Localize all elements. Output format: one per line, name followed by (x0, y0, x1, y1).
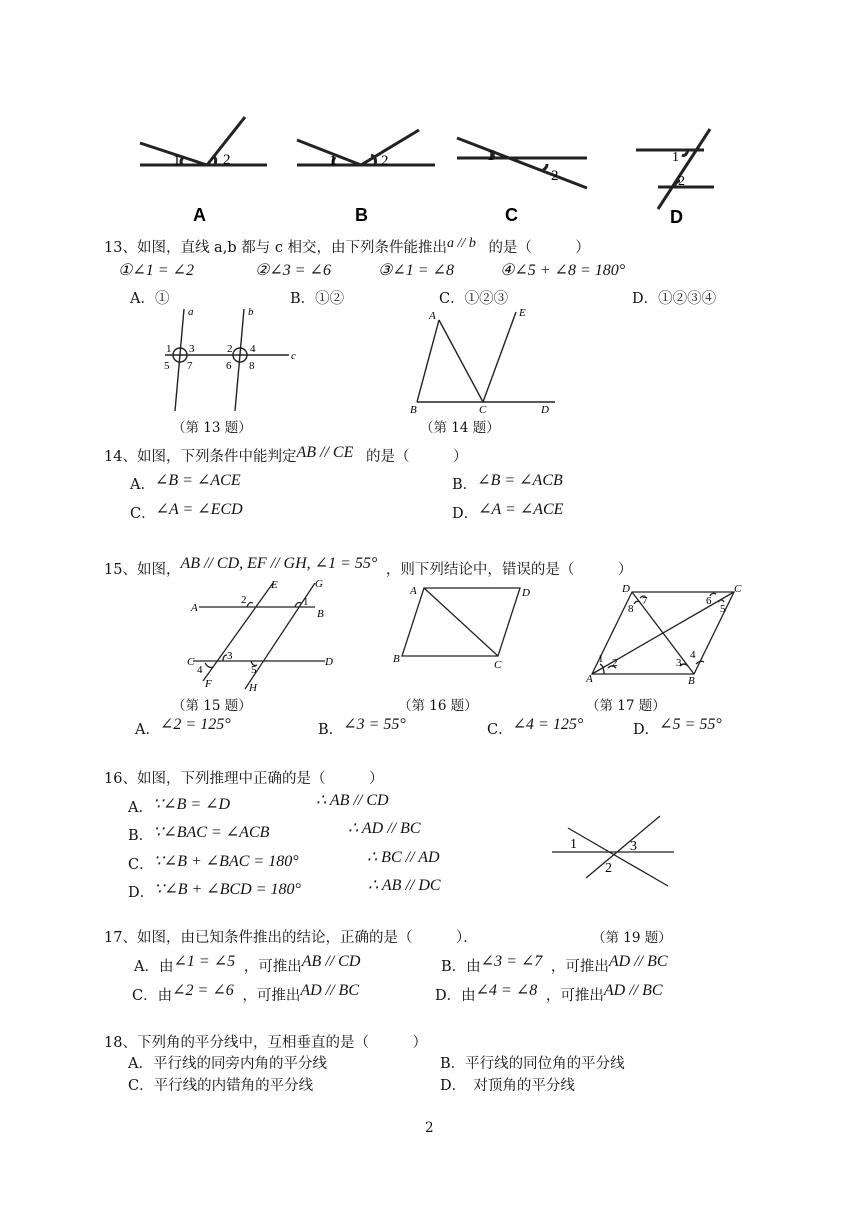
q13-option-c[interactable]: C．①②③ (439, 291, 509, 307)
svg-text:3: 3 (630, 839, 637, 854)
q15-option-a[interactable]: A．∠2 = 125° (135, 716, 231, 738)
svg-text:G: G (315, 578, 323, 590)
svg-text:E: E (271, 579, 278, 591)
q12-figure-b (295, 125, 435, 225)
q13-figure-caption: （第 13 题） (172, 420, 252, 436)
q16-stem: 16、如图，下列推理中正确的是（ ） (104, 771, 384, 787)
svg-text:C: C (187, 656, 195, 668)
q13-option-d[interactable]: D．①②③④ (632, 291, 717, 307)
svg-text:7: 7 (642, 595, 648, 607)
q18-option-b[interactable]: B．平行线的同位角的平分线 (440, 1056, 625, 1072)
q16-option-b-conclusion: ∴ AD // BC (348, 820, 421, 837)
q13-condition-2: ②∠3 = ∠6 (255, 262, 331, 279)
option-a-label: A (193, 205, 206, 225)
svg-text:1: 1 (303, 596, 309, 608)
svg-text:1: 1 (598, 653, 604, 665)
q16-option-b[interactable]: B．∵∠BAC = ∠ACB (128, 824, 270, 844)
q14-option-c[interactable]: C．∠A = ∠ECD (130, 501, 243, 522)
svg-text:5: 5 (720, 603, 726, 615)
q15-option-d[interactable]: D．∠5 = 55° (633, 716, 722, 738)
q14-option-b[interactable]: B．∠B = ∠ACB (452, 472, 563, 493)
svg-text:B: B (410, 404, 417, 416)
q15-option-c[interactable]: C．∠4 = 125° (487, 716, 584, 738)
q16-option-a-conclusion: ∴ AB // CD (316, 792, 389, 809)
q17-option-d[interactable]: D．由∠4 = ∠8 ，可推出AD // BC (435, 982, 663, 1004)
option-b-label: B (355, 205, 368, 225)
q17-option-a[interactable]: A．由∠1 = ∠5 ，可推出AB // CD (134, 953, 361, 975)
svg-text:2: 2 (605, 861, 612, 876)
svg-text:A: A (429, 310, 436, 322)
svg-text:2: 2 (612, 657, 618, 669)
svg-text:C: C (479, 404, 487, 416)
svg-text:A: A (586, 673, 593, 685)
angle-1-label: 1 (672, 150, 679, 165)
angle-2-label: 2 (223, 152, 231, 168)
angle-2-label: 2 (551, 168, 559, 184)
q16-option-c-conclusion: ∴ BC // AD (367, 849, 440, 866)
svg-text:3: 3 (189, 343, 195, 355)
q18-stem: 18、下列角的平分线中，互相垂直的是（ ） (104, 1035, 427, 1051)
option-c-label: C (505, 205, 518, 225)
q15-figure (185, 577, 345, 695)
svg-text:F: F (205, 678, 212, 690)
q16-option-c[interactable]: C．∵∠B + ∠BAC = 180° (128, 853, 299, 873)
q19-figure-caption: （第 19 题） (592, 930, 672, 946)
q17-figure (584, 580, 744, 688)
q13-stem: 13、如图，直线 a,b 都与 c 相交，由下列条件能推出a // b 的是（ ） (104, 236, 590, 256)
q16-figure-caption: （第 16 题） (398, 698, 478, 714)
q16-option-a[interactable]: A．∵∠B = ∠D (128, 796, 231, 816)
angle-1-label: 1 (173, 153, 181, 169)
q12-figure-c (455, 130, 595, 225)
q16-option-d[interactable]: D．∵∠B + ∠BCD = 180° (128, 881, 301, 901)
q12-figure-a (135, 115, 275, 225)
q18-option-c[interactable]: C．平行线的内错角的平分线 (128, 1078, 314, 1094)
svg-text:3: 3 (676, 657, 682, 669)
q14-figure-caption: （第 14 题） (420, 420, 500, 436)
svg-text:B: B (393, 653, 400, 665)
q15-figure-caption: （第 15 题） (172, 698, 252, 714)
svg-text:2: 2 (227, 343, 233, 355)
q17-stem: 17、如图，由已知条件推出的结论，正确的是（ ）． (104, 930, 478, 946)
q14-stem: 14、如图，下列条件中能判定AB // CE 的是（ ） (104, 444, 468, 465)
svg-text:B: B (317, 608, 324, 620)
svg-text:8: 8 (249, 360, 255, 372)
svg-text:D: D (541, 404, 549, 416)
angle-1-label: 1 (487, 148, 495, 164)
angle-2-label: 2 (678, 174, 685, 189)
q17-option-c[interactable]: C．由∠2 = ∠6 ，可推出AD // BC (132, 982, 359, 1004)
q18-option-d[interactable]: D． 对顶角的平分线 (440, 1078, 575, 1094)
option-d-label: D (670, 207, 683, 227)
q17-figure-caption: （第 17 题） (586, 698, 666, 714)
svg-text:H: H (249, 682, 257, 694)
svg-text:B: B (688, 675, 695, 687)
svg-text:A: A (410, 585, 417, 597)
q14-figure (405, 306, 565, 416)
svg-text:2: 2 (241, 594, 247, 606)
svg-text:C: C (494, 659, 502, 671)
svg-text:b: b (248, 306, 254, 318)
q12-figure-d (630, 125, 730, 225)
svg-text:6: 6 (706, 595, 712, 607)
svg-text:8: 8 (628, 603, 634, 615)
q13-condition-1: ①∠1 = ∠2 (118, 262, 194, 279)
page-number: 2 (425, 1120, 434, 1136)
q14-option-a[interactable]: A．∠B = ∠ACE (130, 472, 241, 493)
q15-option-b[interactable]: B．∠3 = 55° (318, 716, 406, 738)
svg-text:6: 6 (226, 360, 232, 372)
svg-text:A: A (191, 602, 198, 614)
angle-1-label: 1 (329, 153, 337, 169)
q16-option-d-conclusion: ∴ AB // DC (368, 877, 441, 894)
svg-text:4: 4 (250, 343, 256, 355)
svg-text:3: 3 (227, 650, 233, 662)
svg-text:D: D (622, 583, 630, 595)
q13-condition-3: ③∠1 = ∠8 (378, 262, 454, 279)
svg-text:D: D (325, 656, 333, 668)
svg-text:5: 5 (164, 360, 170, 372)
svg-text:5: 5 (251, 664, 257, 676)
svg-text:E: E (519, 307, 526, 319)
angle-2-label: 2 (381, 153, 389, 169)
svg-text:1: 1 (570, 837, 577, 852)
svg-text:7: 7 (187, 360, 193, 372)
svg-text:C: C (734, 583, 742, 595)
svg-text:4: 4 (197, 664, 203, 676)
q15-stem: 15、如图，AB // CD, EF // GH, ∠1 = 55° ，则下列结论中，错误的是（ ） (104, 555, 633, 578)
q14-option-d[interactable]: D．∠A = ∠ACE (452, 501, 564, 522)
svg-text:1: 1 (166, 343, 172, 355)
q16-figure (390, 582, 540, 672)
svg-text:4: 4 (690, 649, 696, 661)
svg-text:c: c (291, 350, 296, 362)
q19-figure (550, 810, 680, 890)
q17-option-b[interactable]: B．由∠3 = ∠7 ，可推出AD // BC (441, 953, 668, 975)
svg-text:a: a (188, 306, 194, 318)
q13-option-a[interactable]: A．① (130, 291, 170, 307)
q13-figure (155, 305, 315, 415)
q13-option-b[interactable]: B．①② (290, 291, 345, 307)
svg-text:D: D (522, 587, 530, 599)
q18-option-a[interactable]: A．平行线的同旁内角的平分线 (128, 1056, 327, 1072)
q13-condition-4: ④∠5 + ∠8 = 180° (500, 262, 626, 279)
